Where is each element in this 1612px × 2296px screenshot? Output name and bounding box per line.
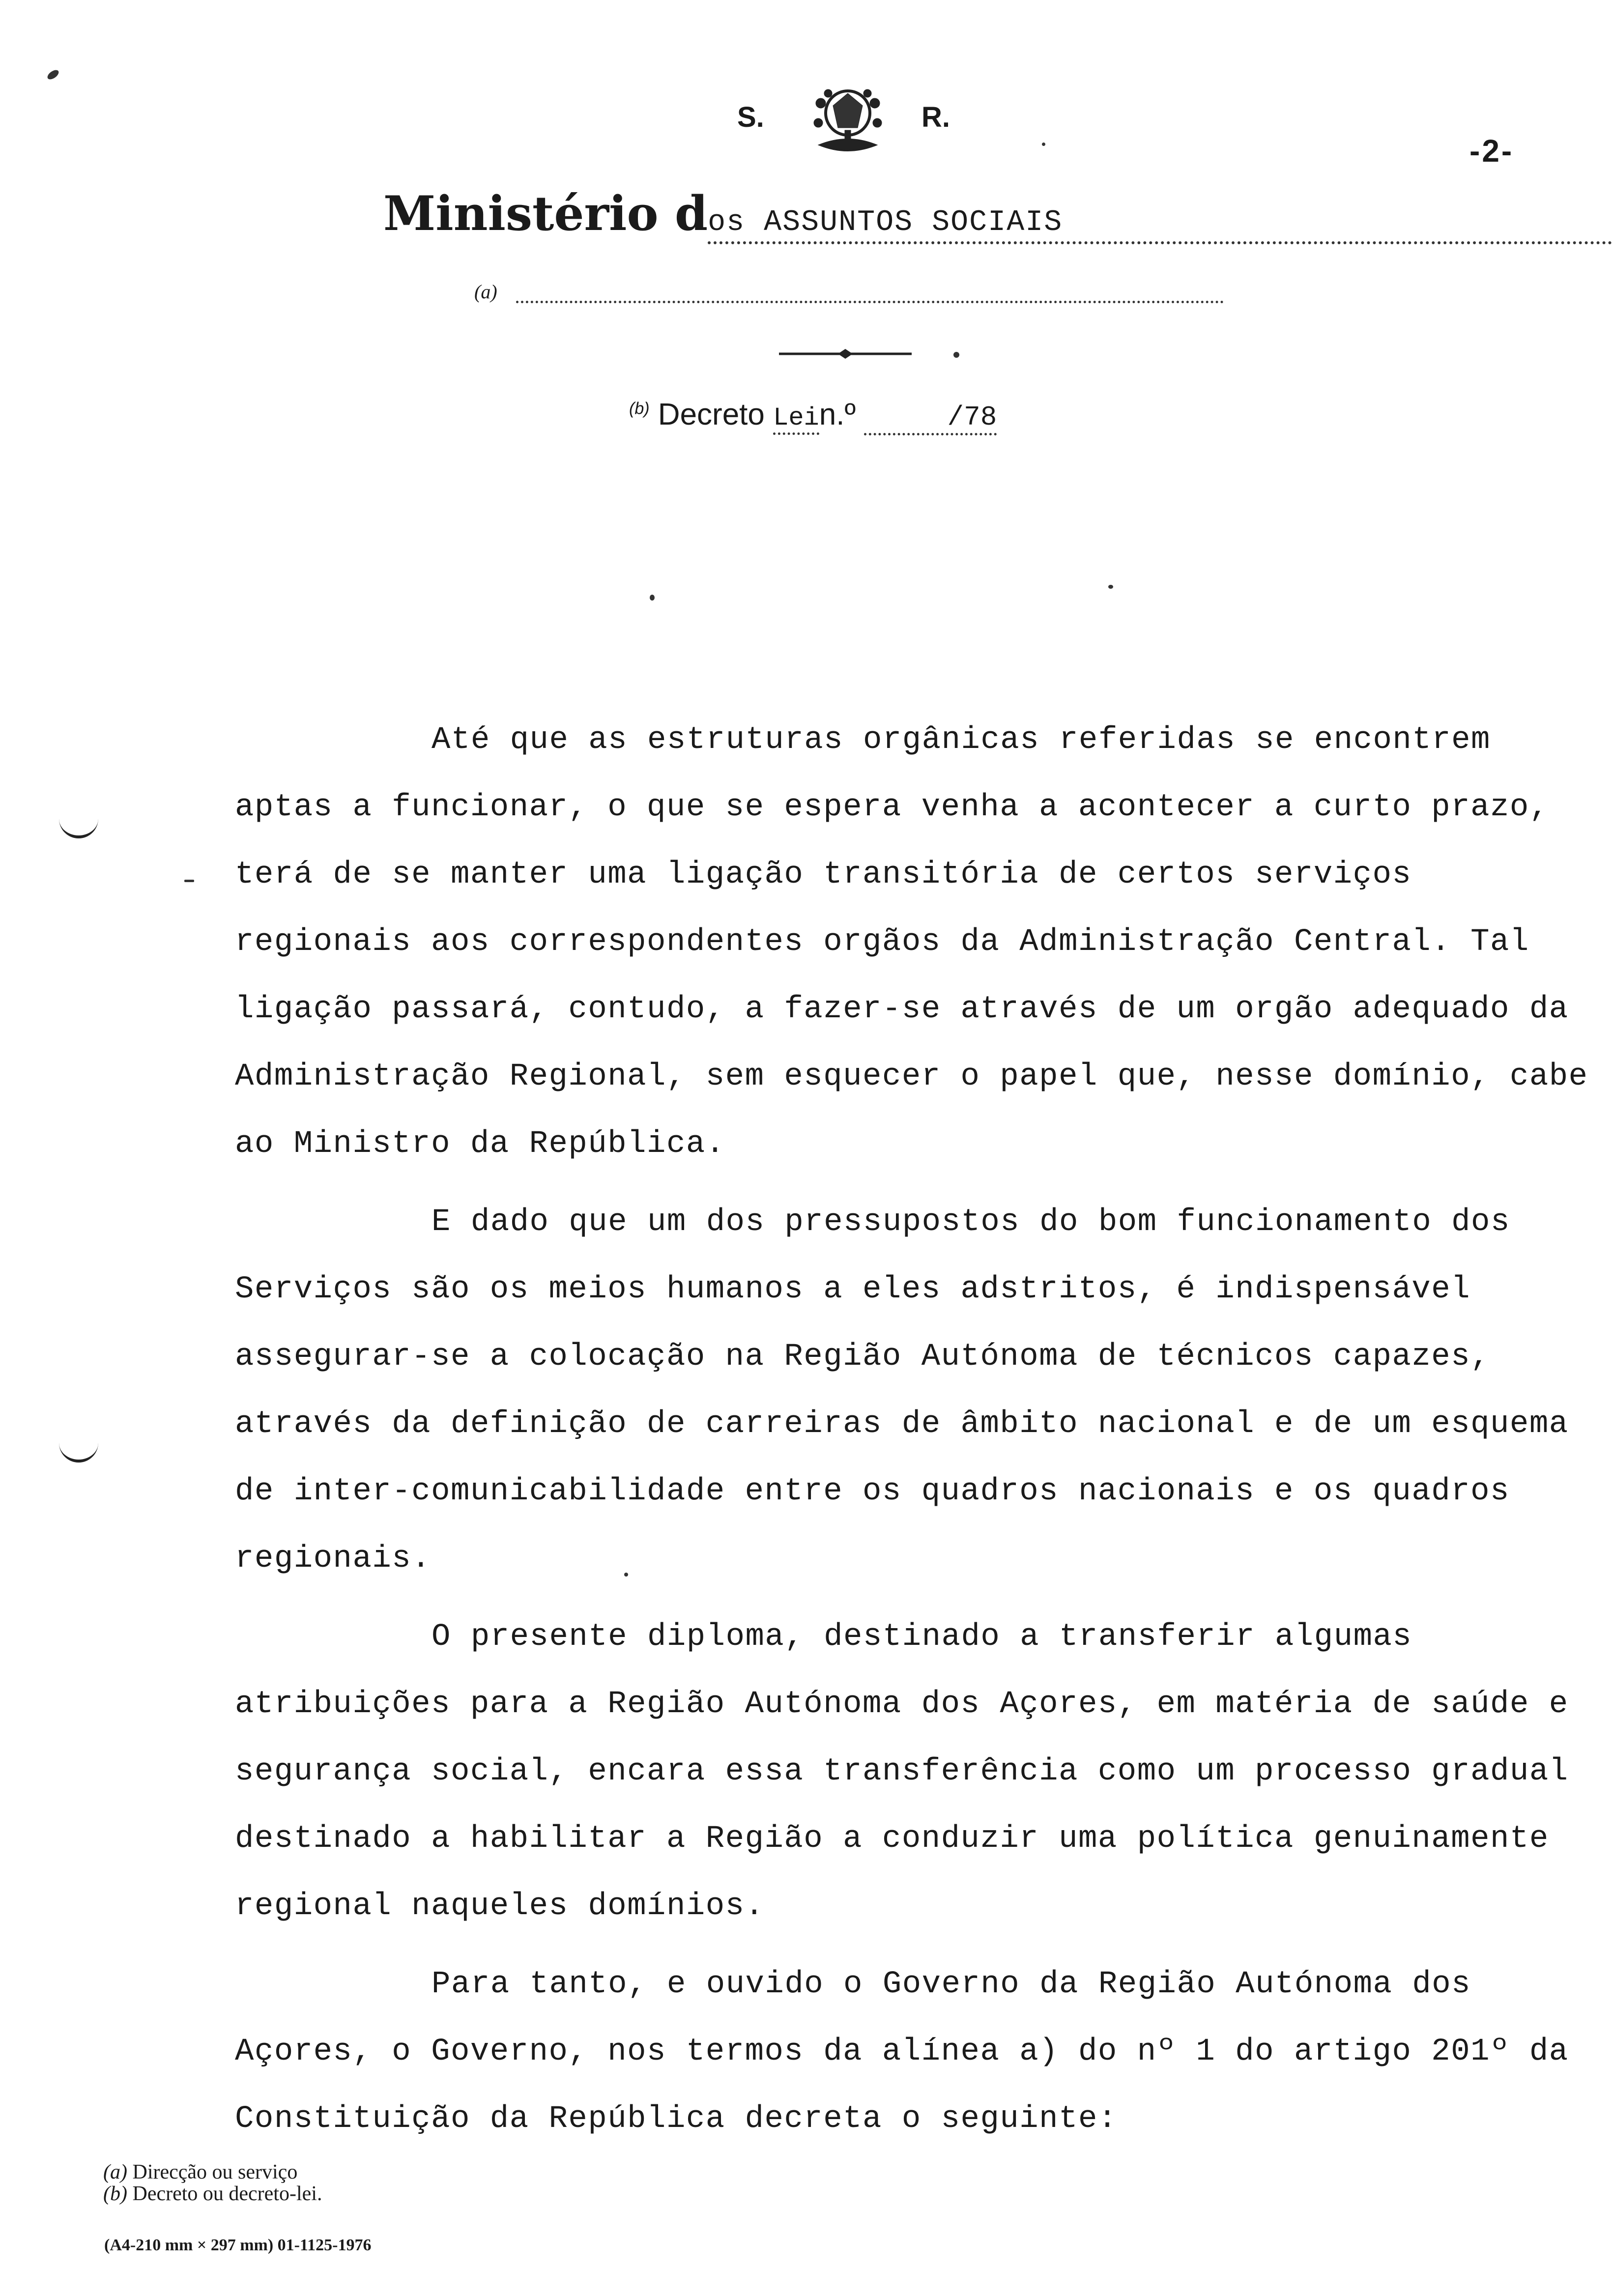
header-letter-s: S. — [737, 101, 764, 133]
decree-type: Lei — [773, 403, 819, 435]
coat-of-arms-icon — [799, 84, 897, 162]
print-code: (A4-210 mm × 297 mm) 01-1125-1976 — [104, 2236, 372, 2254]
header-letter-r: R. — [921, 101, 950, 133]
dot-mark — [1108, 585, 1113, 589]
paragraph-4: Para tanto, e ouvido o Governo da Região Autónoma dos Açores, o Governo, nos termos da alínea a) do nº 1 do artigo 201º da Constituição da República decreta o seguinte: — [235, 1967, 1569, 2137]
paragraph-3: O presente diploma, destinado a transferir algumas atribuições para a Região Autónoma dos Açores, em matéria de saúde e segurança social, encara essa transferência como um processo gradual destinado a habilitar a Região a conduzir uma política genuinamente regional naqueles domínios. — [235, 1619, 1569, 1924]
margin-mark — [184, 880, 194, 882]
footnote-key: (a) — [103, 2161, 127, 2183]
footnote-a — [103, 2161, 322, 2183]
dot-mark — [624, 1573, 628, 1577]
line-a-mark: (a) — [474, 281, 497, 303]
paragraph-2: E dado que um dos pressupostos do bom funcionamento dos Serviços são os meios humanos a eles adstritos, é indispensável assegurar-se a colocação na Região Autónoma de técnicos capazes, através da definição de carreiras de âmbito nacional e de um esquema de inter-comunicabilidade entre os quadros nacionais e os quadros regionais. — [235, 1205, 1569, 1577]
margin-mark — [46, 68, 60, 81]
ministry-line — [383, 186, 1612, 244]
ministry-label: Ministério d — [383, 186, 708, 241]
page-number: -2- — [1469, 133, 1514, 169]
margin-mark — [59, 816, 98, 838]
dot-mark — [953, 352, 959, 358]
footnotes — [103, 2161, 322, 2205]
decree-label: Decreto — [658, 398, 765, 431]
margin-mark — [59, 1440, 98, 1463]
decree-number: /78 — [864, 402, 997, 435]
line-a-blank — [516, 301, 1224, 303]
ornament-divider-icon — [779, 344, 926, 364]
decree-number-label: n.º — [819, 398, 856, 431]
body-text — [235, 707, 1591, 2153]
footnote-key: (b) — [103, 2182, 127, 2205]
footnote-text: Direcção ou serviço — [132, 2161, 298, 2183]
dot-mark — [650, 595, 655, 601]
footnote-b — [103, 2183, 322, 2205]
paragraph-1: Até que as estruturas orgânicas referidas se encontrem aptas a funcionar, o que se espera venha a acontecer a curto prazo, terá de se manter uma ligação transitória de certos serviços regionais aos correspondentes orgãos da Administração Central. Tal ligação passará, contudo, a fazer-se através de um orgão adequado da Administração Regional, sem esquecer o papel que, nesse domínio, cabe ao Ministro da República. — [235, 722, 1588, 1162]
dot-mark — [1042, 143, 1045, 146]
ministry-field — [708, 186, 1612, 244]
decree-mark: (b) — [629, 399, 650, 418]
footnote-text: Decreto ou decreto-lei. — [132, 2182, 322, 2205]
ministry-typed-name: os ASSUNTOS SOCIAIS — [708, 206, 1063, 239]
decree-title — [629, 397, 997, 435]
